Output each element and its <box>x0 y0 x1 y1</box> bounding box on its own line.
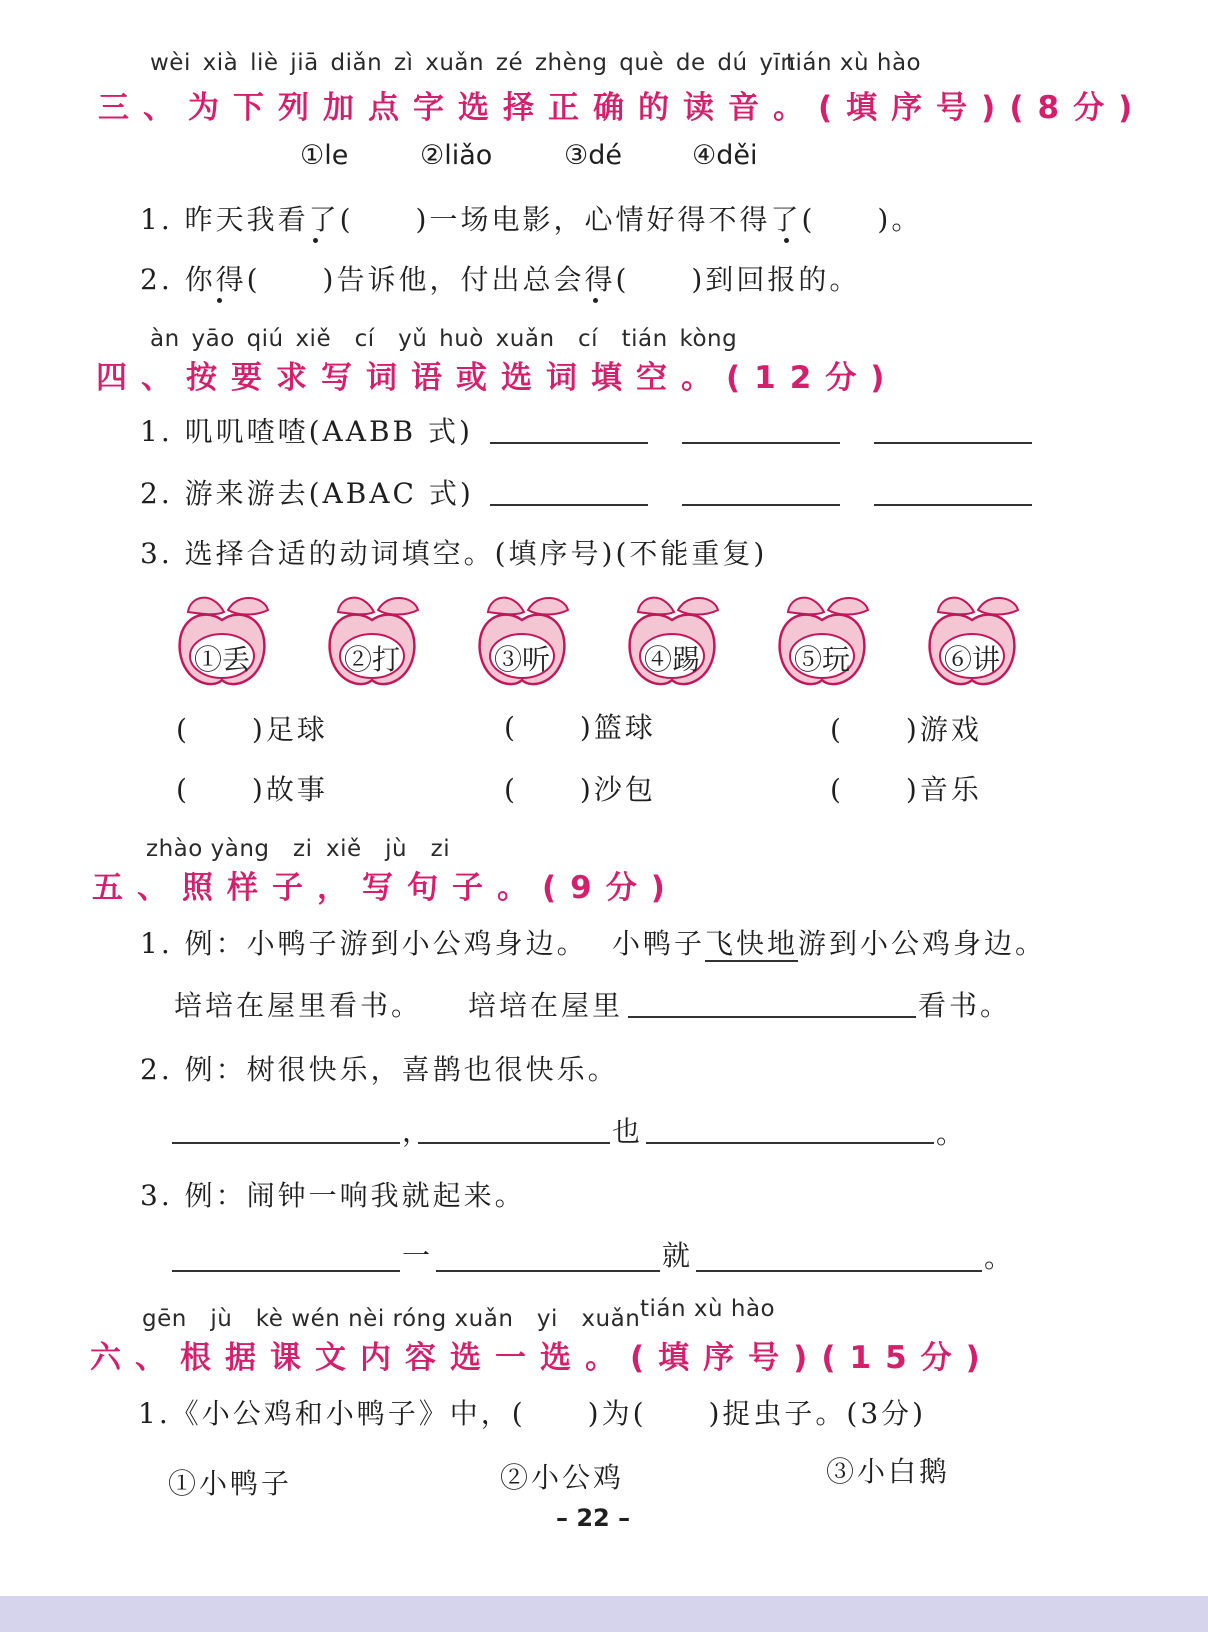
period: 。 <box>936 1117 968 1150</box>
emphasis-dot <box>593 298 598 303</box>
apple-label: ②打 <box>343 643 400 676</box>
choice-option-2[interactable]: ②小公鸡 <box>500 1461 625 1494</box>
reading-option-1: ①le <box>300 140 349 171</box>
answer-blank[interactable] <box>646 1142 934 1144</box>
example-answer-underlined: 飞快地 <box>705 927 799 960</box>
choice-option-1[interactable]: ①小鸭子 <box>168 1467 293 1500</box>
section6-question-1: 1.《小公鸡和小鸭子》中，( )为( )捉虫子。(3分) <box>138 1397 927 1430</box>
section3-pinyin-tail: tián xù hào <box>786 50 922 76</box>
apple-verb-card <box>472 590 582 700</box>
apple-verb-card <box>622 590 732 700</box>
comma: ， <box>402 1115 434 1148</box>
apple-verb-card <box>922 590 1032 700</box>
emphasis-dot <box>784 238 789 243</box>
verb-fill-item[interactable]: ( )足球 <box>176 713 328 746</box>
section6-pinyin-tail: tián xù hào <box>640 1296 776 1322</box>
section5-example-3: 3. 例：闹钟一响我就起来。 <box>140 1179 526 1212</box>
yi-char: 一 <box>402 1239 434 1272</box>
answer-blank[interactable] <box>874 442 1032 444</box>
apple-verb-card <box>772 590 882 700</box>
section5-task-1-sentence: 培培在屋里看书。 <box>174 989 423 1022</box>
section6-title: 六、根据课文内容选一选。(填序号)(15分) <box>90 1340 994 1376</box>
section5-pinyin: zhào yàng zi <box>146 836 313 862</box>
section5-pinyin-tail: xiě jù zi <box>326 836 451 862</box>
apple-label: ③听 <box>493 643 550 676</box>
section5-example-2: 2. 例：树很快乐，喜鹊也很快乐。 <box>140 1053 619 1086</box>
section5-title: 五、照样子，写句子。(9分) <box>92 870 679 906</box>
verb-fill-item[interactable]: ( )篮球 <box>504 711 656 744</box>
apple-label: ⑥讲 <box>943 643 1000 676</box>
section3-question-1: 1. 昨天我看了( )一场电影，心情好得不得了( )。 <box>140 203 923 236</box>
reading-option-2: ②liǎo <box>420 140 493 171</box>
reading-option-4: ④děi <box>692 140 758 171</box>
answer-blank[interactable] <box>172 1270 400 1272</box>
emphasis-dot <box>313 238 318 243</box>
reading-option-3: ③dé <box>564 140 622 171</box>
choice-option-3[interactable]: ③小白鹅 <box>826 1455 951 1488</box>
answer-blank[interactable] <box>436 1270 660 1272</box>
section4-title: 四、按要求写词语或选词填空。(12分) <box>96 360 899 396</box>
answer-blank[interactable] <box>874 504 1032 506</box>
section4-question-3: 3. 选择合适的动词填空。(填序号)(不能重复) <box>140 537 768 570</box>
section5-task-1-prefix: 培培在屋里 <box>468 989 624 1022</box>
section5-example-1: 1. 例：小鸭子游到小公鸡身边。 <box>140 927 588 960</box>
answer-blank[interactable] <box>696 1270 982 1272</box>
example-answer-prefix: 小鸭子 <box>612 927 706 960</box>
answer-blank[interactable] <box>682 504 840 506</box>
section6-pinyin: gēn jù kè wén nèi róng xuǎn yi xuǎn <box>142 1306 641 1332</box>
page-number: – 22 – <box>556 1504 631 1532</box>
section5-task-1-suffix: 看书。 <box>918 989 1012 1022</box>
verb-fill-item[interactable]: ( )故事 <box>176 773 328 806</box>
section3-pinyin: wèi xià liè jiā diǎn zì xuǎn zé zhèng què de dú yīn <box>150 50 796 76</box>
section3-title: 三、为下列加点字选择正确的读音。(填序号)(8分) <box>98 90 1147 126</box>
ye-char: 也 <box>612 1115 644 1148</box>
answer-blank[interactable] <box>490 504 648 506</box>
verb-fill-item[interactable]: ( )游戏 <box>830 713 982 746</box>
jiu-char: 就 <box>662 1239 694 1272</box>
verb-fill-item[interactable]: ( )沙包 <box>504 773 656 806</box>
period: 。 <box>984 1241 1016 1274</box>
apple-verb-card <box>322 590 432 700</box>
apple-label: ⑤玩 <box>793 643 850 676</box>
section3-question-2: 2. 你得( )告诉他，付出总会得( )到回报的。 <box>140 263 861 296</box>
apple-verb-card <box>172 590 282 700</box>
section4-pinyin: àn yāo qiú xiě cí yǔ huò xuǎn cí tián kòng <box>150 326 738 352</box>
emphasis-dot <box>217 298 222 303</box>
answer-blank[interactable] <box>490 442 648 444</box>
apple-label: ①丢 <box>193 643 250 676</box>
answer-blank[interactable] <box>682 442 840 444</box>
section5-example-1-answer <box>612 922 1046 962</box>
answer-blank[interactable] <box>172 1142 400 1144</box>
answer-blank[interactable] <box>418 1142 610 1144</box>
apple-label: ④踢 <box>643 643 700 676</box>
page-footer-band <box>0 1596 1208 1632</box>
answer-blank[interactable] <box>628 1016 916 1018</box>
section4-question-1: 1. 叽叽喳喳(AABB 式) <box>140 415 473 448</box>
section4-question-2: 2. 游来游去(ABAC 式) <box>140 477 474 510</box>
example-answer-suffix: 游到小公鸡身边。 <box>798 927 1047 960</box>
verb-fill-item[interactable]: ( )音乐 <box>830 773 982 806</box>
